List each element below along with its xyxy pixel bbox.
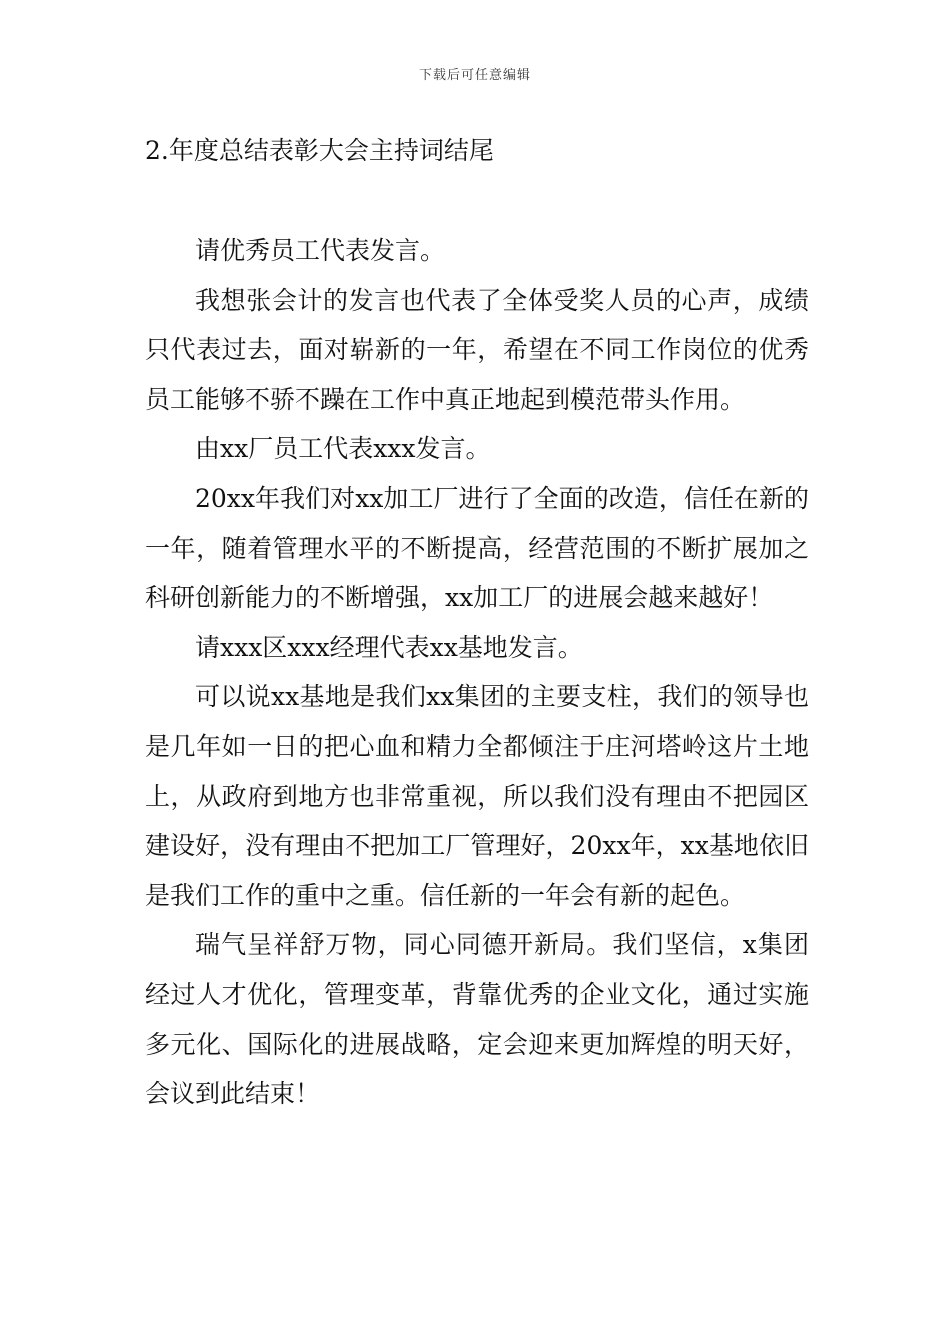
paragraph: 20xx年我们对xx加工厂进行了全面的改造，信任在新的一年，随着管理水平的不断提高，经营范围的不断扩展加之科研创新能力的不断增强，xx加工厂的进展会越来越好！ xyxy=(145,483,809,613)
paragraph: 可以说xx基地是我们xx集团的主要支柱，我们的领导也是几年如一日的把心血和精力全都倾注于庄河塔岭这片土地上，从政府到地方也非常重视，所以我们没有理由不把园区建设好，没有理由不把加工厂管理好，20xx年，xx基地依旧是我们工作的重中之重。信任新的一年会有新的起色。 xyxy=(145,682,809,910)
page-header-note: 下载后可任意编辑 xyxy=(418,68,531,83)
document-body xyxy=(145,226,809,1119)
paragraph: 请xxx区xxx经理代表xx基地发言。 xyxy=(195,632,583,662)
paragraph: 由xx厂员工代表xxx发言。 xyxy=(195,434,491,464)
paragraph: 请优秀员工代表发言。 xyxy=(195,236,446,265)
document-title: 2.年度总结表彰大会主持词结尾 xyxy=(145,136,494,165)
paragraph: 我想张会计的发言也代表了全体受奖人员的心声，成绩只代表过去，面对崭新的一年，希望在不同工作岗位的优秀员工能够不骄不躁在工作中真正地起到模范带头作用。 xyxy=(145,285,809,414)
paragraph: 瑞气呈祥舒万物，同心同德开新局。我们坚信，x集团经过人才优化，管理变革，背靠优秀的企业文化，通过实施多元化、国际化的进展战略，定会迎来更加辉煌的明天好，会议到此结束！ xyxy=(145,930,809,1109)
